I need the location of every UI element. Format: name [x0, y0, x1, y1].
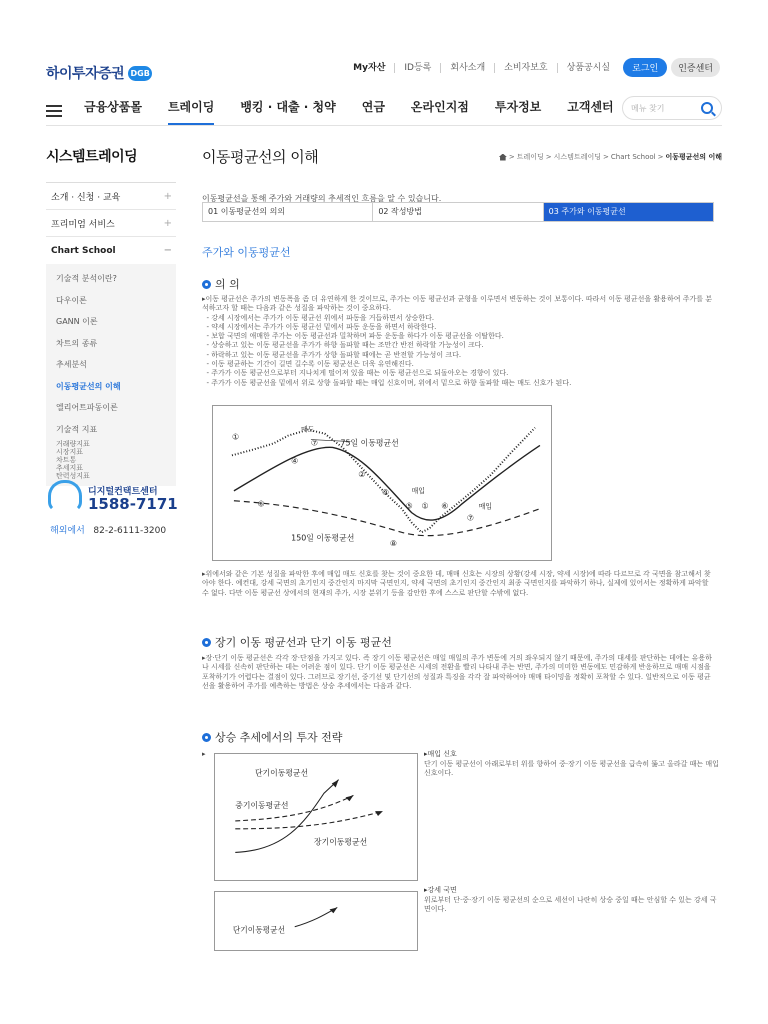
label-buy-1: 매입 — [411, 486, 425, 495]
section-title: 주가와 이동평균선 — [202, 246, 291, 259]
sidebar-item-intro[interactable]: 소개 · 신청 · 교육 + — [46, 183, 176, 210]
breadcrumb: > 트레이딩 > 시스템트레이딩 > Chart School > 이동평균선의 이해 — [499, 152, 722, 162]
tab-meaning[interactable]: 01 이동평균선의 의의 — [203, 203, 373, 221]
headset-icon — [48, 480, 82, 512]
bullet-circle-icon — [202, 733, 211, 742]
sub-item-trend[interactable]: 추세분석 — [56, 360, 87, 369]
utility-menu — [344, 58, 720, 77]
nav-pension[interactable]: 연금 — [361, 100, 385, 114]
util-id-register[interactable]: ID등록 — [395, 63, 441, 73]
marker-2: ② — [358, 470, 366, 480]
note-buy-signal: ▸매입 신호 단기 이동 평균선이 아래로부터 위를 향하여 중·장기 이동 평균선을 급속히 뚫고 올라갈 때는 매입 신호이다. — [424, 750, 719, 777]
home-icon[interactable] — [499, 154, 507, 161]
nav-banking[interactable]: 뱅킹 · 대출 · 청약 — [240, 100, 336, 114]
sub-small-volume[interactable]: 거래량지표 — [56, 440, 90, 448]
sub-item-dow[interactable]: 다우이론 — [56, 295, 87, 305]
contact-number[interactable]: 1588-7171 — [88, 495, 178, 513]
sub-small-trend[interactable]: 추세지표 — [56, 464, 84, 472]
marker-10: ① — [421, 501, 429, 511]
fig1-long-label: 장기이동평균선 — [314, 837, 368, 847]
plus-icon: + — [163, 217, 172, 229]
fig1-short-label: 단기이동평균선 — [254, 768, 309, 778]
moving-average-figure — [212, 405, 552, 561]
nav-invest-info[interactable]: 투자정보 — [494, 100, 542, 114]
menu-search-input[interactable] — [622, 96, 722, 120]
tab-method[interactable]: 02 작성방법 — [373, 203, 543, 221]
nav-customer[interactable]: 고객센터 — [567, 100, 614, 114]
fig1-mid-label: 중기이동평균선 — [235, 801, 289, 811]
marker-8: ⑧ — [389, 539, 397, 549]
heading-long-short: 장기 이동 평균선과 단기 이동 평균선 — [202, 634, 392, 650]
sidebar — [46, 146, 176, 486]
abroad-contact — [50, 523, 166, 536]
nav-divider — [46, 125, 722, 126]
content-tabs — [202, 202, 714, 222]
label-ma150: 150일 이동평균선 — [291, 533, 355, 543]
contact-label: 디지털컨택트센터 — [88, 487, 158, 497]
fig2-short-label: 단기이동평균선 — [232, 925, 286, 935]
logo-badge: DGB — [128, 66, 152, 81]
abroad-number: 82-2-6111-3200 — [93, 526, 167, 536]
crumb-chart-school[interactable]: Chart School — [610, 153, 656, 161]
sub-item-chart-types[interactable]: 차트의 종류 — [56, 338, 98, 348]
util-my-assets[interactable]: My자산 — [344, 63, 395, 73]
page-title: 이동평균선의 이해 — [202, 148, 319, 166]
marker-5: ⑤ — [405, 501, 413, 511]
marker-11: ⑥ — [441, 501, 449, 511]
crumb-trading[interactable]: 트레이딩 — [516, 153, 544, 161]
cert-center-button[interactable]: 인증센터 — [671, 58, 720, 77]
login-button[interactable]: 로그인 — [623, 58, 667, 77]
marker-1: ① — [231, 432, 240, 442]
logo[interactable] — [46, 63, 152, 83]
marker-3: ③ — [382, 487, 390, 497]
sub-small-chart[interactable]: 차트통 — [56, 456, 77, 464]
heading-uptrend: 상승 추세에서의 투자 전략 — [202, 729, 342, 745]
marker-9: ⑦ — [466, 513, 474, 523]
sub-item-elliott[interactable]: 엘리어트파동이론 — [56, 403, 118, 412]
meaning-text: ▸이동 평균선은 주가의 변동폭을 좀 더 유연하게 한 것이므로, 주가는 이동 평균선과 균형을 이루면서 변동하는 것이 보통이다. 따라서 이동 평균선을 활용하여 주가를 분석하고자 할 때는 다음과 같은 성질을 파악하는 것이 중요하다. - 강세 시장에서는 주가가 이동 평균선 위에서 파동을 거듭하면서 상승한다. - 약세 시장에서는 주가가 이동 평균선 밑에서 파동 운동을 하면서 하락한다. - 보합 국면의 애매한 주가는 이동 평균선과 밀착하며 파동 운동을 하다가 이동 평균선을 이탈한다. - 상승하고 있는 이동 평균선을 주가가 하향 돌파할 때는 조만간 반전 하락할 가능성이 크다. - 하락하고 있는 이동 평균선을 주가가 상향 돌파할 때에는 곧 반전할 가능성이 크다. - 이동 평균하는 기간이 길면 길수록 이동 평균선은 더욱 유연해진다. - 주가가 이동 평균선으로부터 지나치게 떨어져 있을 때는 이동 평균선으로 되돌아오는 경향이 있다. - 주가가 이동 평균선을 밑에서 위로 상향 돌파할 때는 매입 신호이며, 위에서 밑으로 하향 돌파할 때는 매도 신호가 된다. — [202, 295, 712, 387]
minus-icon: − — [163, 245, 172, 256]
nav-online-branch[interactable]: 온라인지점 — [410, 100, 469, 114]
long-short-text: ▸장·단기 이동 평균선은 각각 장·단점을 가지고 있다. 즉 장기 이동 평균선은 매일 매일의 주가 변동에 거의 좌우되지 않기 때문에, 주가의 대세를 판단하는 데에는 유용하나 시세를 신속히 판단하는 데는 어려운 점이 있다. 단기 이동 평균선은 시세의 전환을 빨리 나타내 주는 반면, 주가의 미미한 변동에도 민감하게 반응하므로 매매 시점을 포착하기가 어렵다는 결점이 있다. 그러므로 장기선, 중기선 및 단기선의 성질과 특징을 각각 잘 파악하여야 매매 타이밍을 정확히 포착할 수 있다. 일반적으로 이동 평균선을 활용하여 주가를 예측하는 방법은 상승 추세에서는 다음과 같다. — [202, 654, 712, 690]
tab-price-ma[interactable]: 03 주가와 이동평균선 — [544, 203, 713, 221]
bullet-circle-icon — [202, 638, 211, 647]
label-buy-2: 매입 — [478, 502, 493, 511]
main-nav — [46, 96, 722, 126]
ma75-line — [234, 445, 540, 520]
menu-icon[interactable] — [46, 105, 62, 117]
main-content — [202, 146, 722, 935]
plus-icon: + — [163, 190, 172, 202]
sidebar-submenu — [46, 264, 176, 486]
nav-trading[interactable]: 트레이딩 — [168, 96, 214, 126]
sub-item-gann[interactable]: GANN 이론 — [56, 317, 98, 326]
sub-small-elastic[interactable]: 탄력성지표 — [56, 472, 90, 480]
label-sell: 매도 — [301, 425, 315, 434]
nav-products[interactable]: 금융상품몰 — [84, 100, 142, 114]
sidebar-title: 시스템트레이딩 — [46, 149, 138, 165]
note-strong-phase: ▸강세 국면 위로부터 단·중·장기 이동 평균선의 순으로 세선이 나란히 상승 중일 때는 안심할 수 있는 강세 국면이다. — [424, 886, 717, 913]
after-chart-text: ▸위에서와 같은 기본 성질을 파악한 후에 매입 매도 신호를 찾는 것이 중요한 데, 매매 신호는 시장의 상황(강세 시장, 약세 시장)에 따라 다르므로 각 국면을 참고해서 찾아야 한다. 예컨대, 강세 국면의 초기인지 중간인지 마지막 국면인지, 약세 국면의 초기인지 중간인지 최종 국면인지를 파악하기 하나, 실제에 있어서는 정확하게 파악할 수 없다. 다만 이동 평균선 상에서의 현재의 주가, 시장 분위기 등을 감안한 후에 스스로 판단할 수밖에 없다. — [202, 570, 711, 597]
search-icon[interactable] — [701, 102, 713, 114]
lead-text: 이동평균선을 통해 주가와 거래량의 추세적인 흐름을 알 수 있습니다. — [202, 194, 442, 203]
crumb-current: 이동평균선의 이해 — [665, 153, 722, 161]
abroad-label: 해외에서 — [50, 526, 85, 536]
bullet-marker: ▸ — [202, 750, 206, 758]
label-ma75: 75일 이동평균선 — [340, 438, 399, 448]
crumb-systrading[interactable]: 시스템트레이딩 — [553, 153, 601, 161]
sidebar-item-chart-school[interactable]: Chart School − — [51, 245, 172, 256]
figure-buy-signal — [214, 753, 418, 881]
util-consumer[interactable]: 소비자보호 — [495, 63, 557, 73]
sub-small-market[interactable]: 시장지표 — [56, 448, 84, 456]
heading-meaning: 의 의 — [202, 276, 240, 292]
sub-item-indicators[interactable]: 기술적 지표 — [56, 424, 98, 434]
marker-7: ⑦ — [310, 438, 318, 448]
util-disclosure[interactable]: 상품공시실 — [566, 62, 611, 73]
figure-strong-phase — [214, 891, 418, 951]
search-placeholder: 메뉴 찾기 — [631, 103, 665, 113]
sub-item-moving-average[interactable]: 이동평균선의 이해 — [56, 381, 121, 391]
ma150-line — [234, 501, 540, 536]
marker-6: ⑥ — [257, 499, 265, 509]
sidebar-item-premium[interactable]: 프리미엄 서비스 + — [46, 210, 176, 237]
sub-item-technical[interactable]: 기술적 분석이란? — [56, 274, 117, 283]
marker-4: ④ — [291, 456, 299, 466]
bullet-circle-icon — [202, 280, 211, 289]
util-company[interactable]: 회사소개 — [441, 63, 495, 73]
logo-text: 하이투자증권 — [46, 66, 125, 82]
